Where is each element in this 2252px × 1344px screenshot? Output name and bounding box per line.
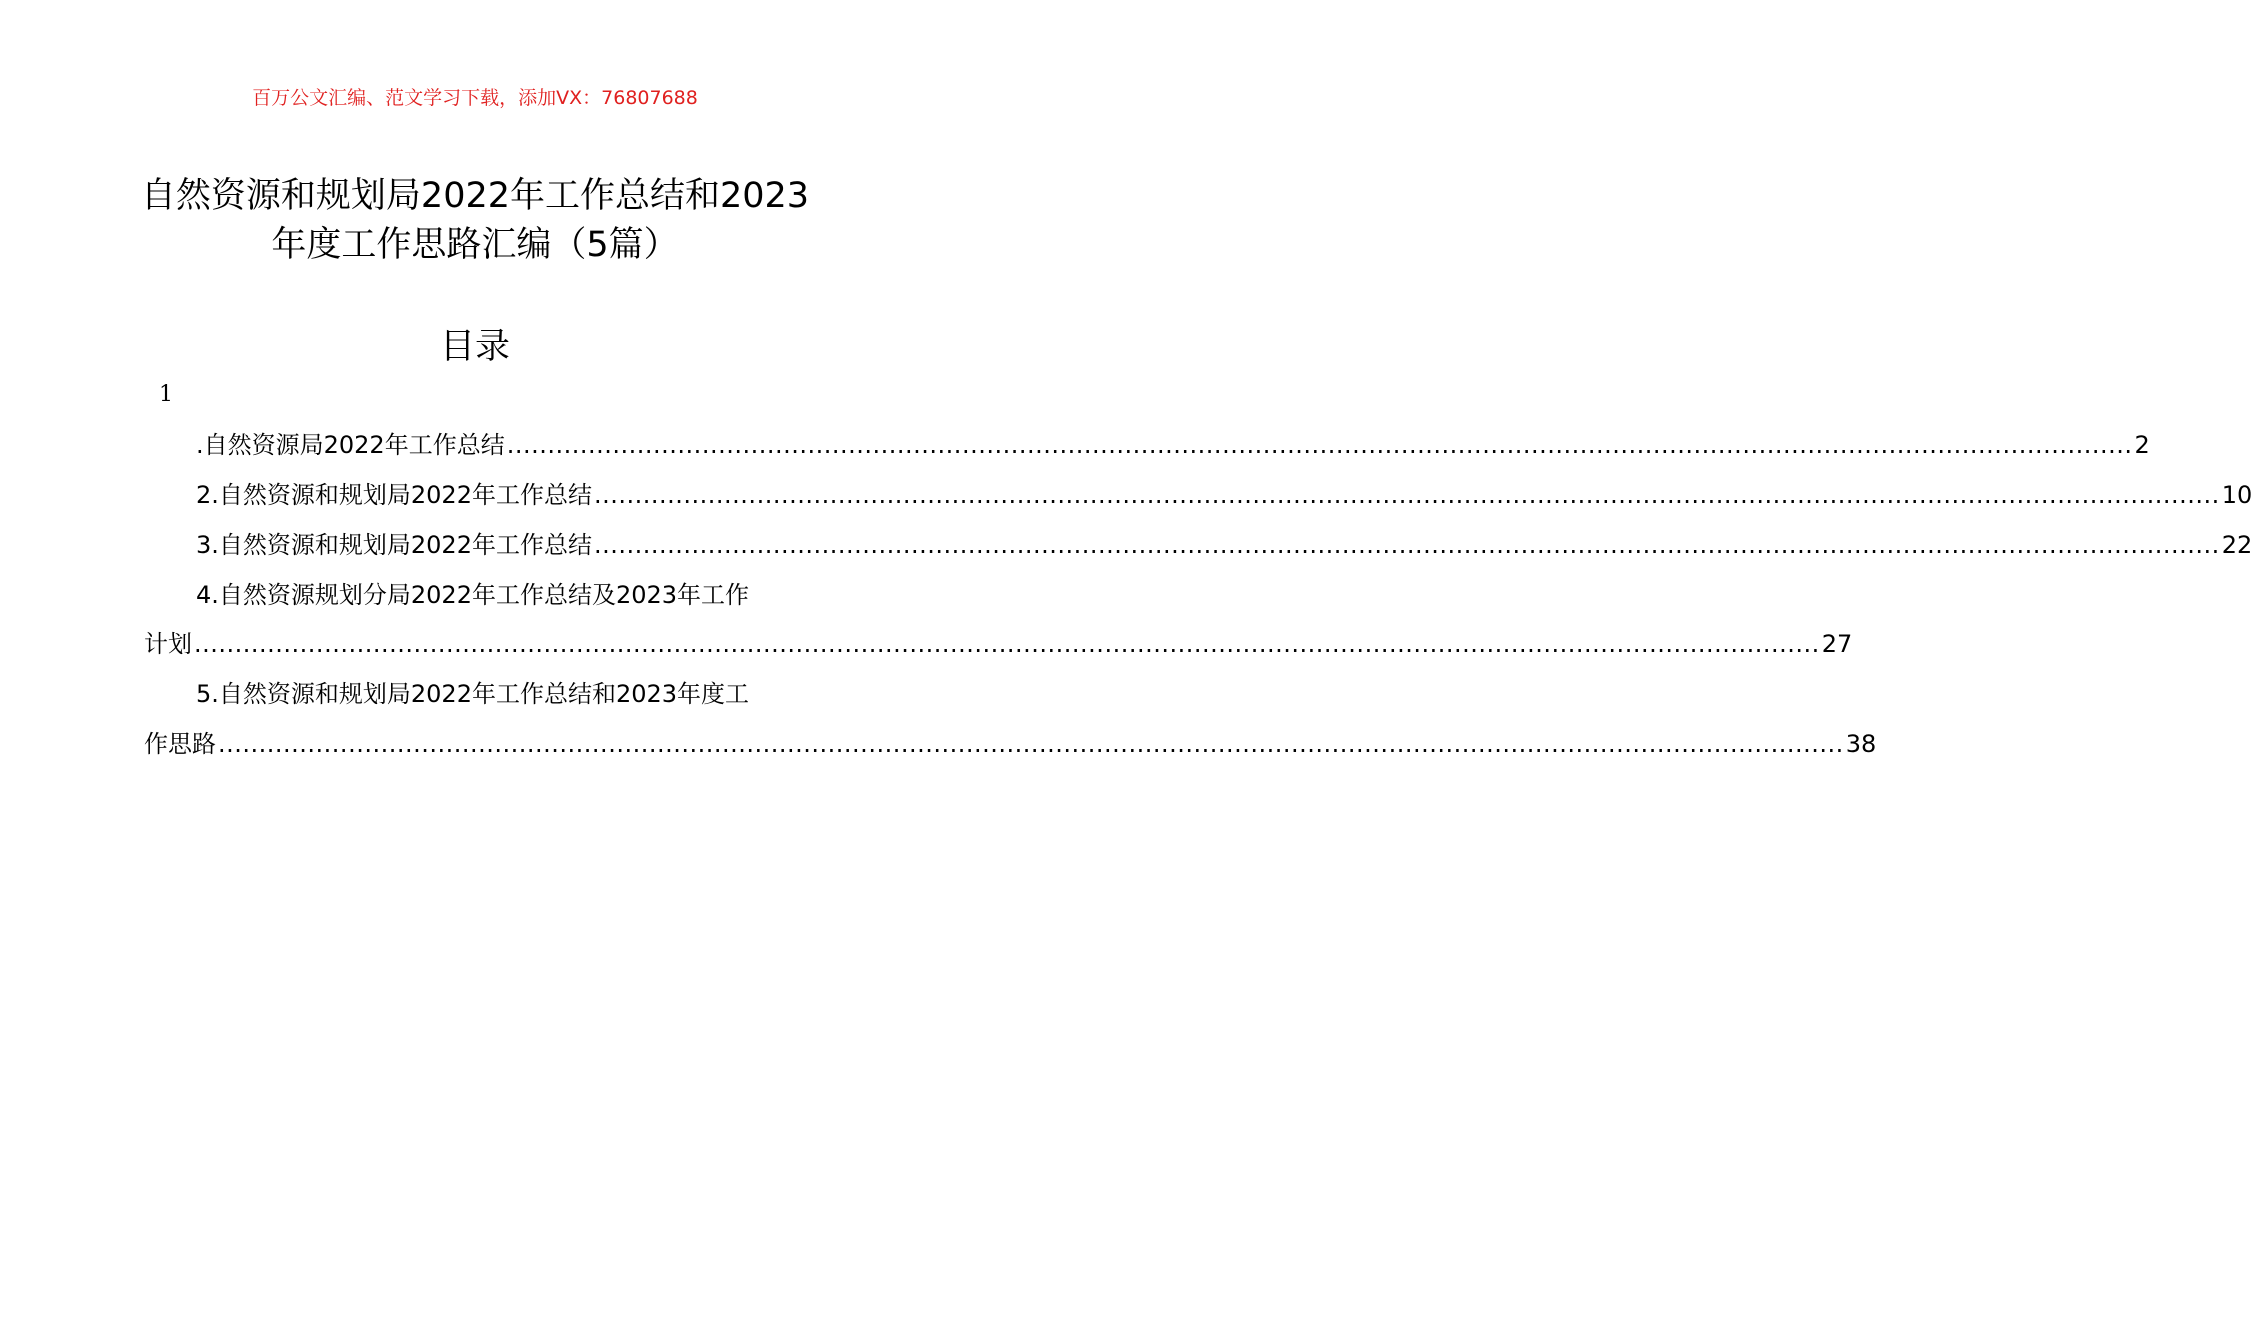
toc-entry-4-line-1[interactable]: 4.自然资源规划分局2022年工作总结及2023年工作 [196,581,750,609]
toc-entry-5[interactable] [144,727,1877,761]
watermark-banner: 百万公文汇编、范文学习下载，添加VX：76807688 [252,87,698,109]
toc-leader-dots: ........................................................................................................................................................................................................ [194,630,1820,658]
toc-leader-dots: ........................................................................................................................................................................................................ [218,730,1844,758]
document-title-line-1: 自然资源和规划局2022年工作总结和2023 [140,176,810,216]
toc-heading: 目录 [439,327,510,367]
toc-entry-5-line-1[interactable]: 5.自然资源和规划局2022年工作总结和2023年度工 [196,680,750,708]
toc-entry-3[interactable] [196,528,2252,562]
toc-leader-dots: ........................................................................................................................................................................................................ [593,481,2220,509]
toc-entry-page: 38 [1845,730,1877,758]
toc-entry-page: 27 [1821,630,1853,658]
toc-entry-title-cont: 计划 [144,630,192,658]
toc-entry-4[interactable] [144,627,1853,661]
toc-leader-dots: ........................................................................................................................................................................................................ [506,431,2133,459]
toc-entry-page: 10 [2221,481,2252,509]
toc-entry-1[interactable] [196,428,2150,462]
toc-entry-title: 3.自然资源和规划局2022年工作总结 [196,531,592,559]
toc-entry-2[interactable] [196,478,2252,512]
toc-entry-page: 22 [2221,531,2252,559]
toc-entry-page: 2 [2134,431,2150,459]
document-title-line-2: 年度工作思路汇编（5篇） [271,225,679,265]
stray-list-number: 1 [159,382,173,407]
toc-entry-title: 2.自然资源和规划局2022年工作总结 [196,481,592,509]
toc-leader-dots: ........................................................................................................................................................................................................ [593,531,2220,559]
toc-entry-title-cont: 作思路 [144,730,216,758]
toc-entry-title: .自然资源局2022年工作总结 [196,431,505,459]
